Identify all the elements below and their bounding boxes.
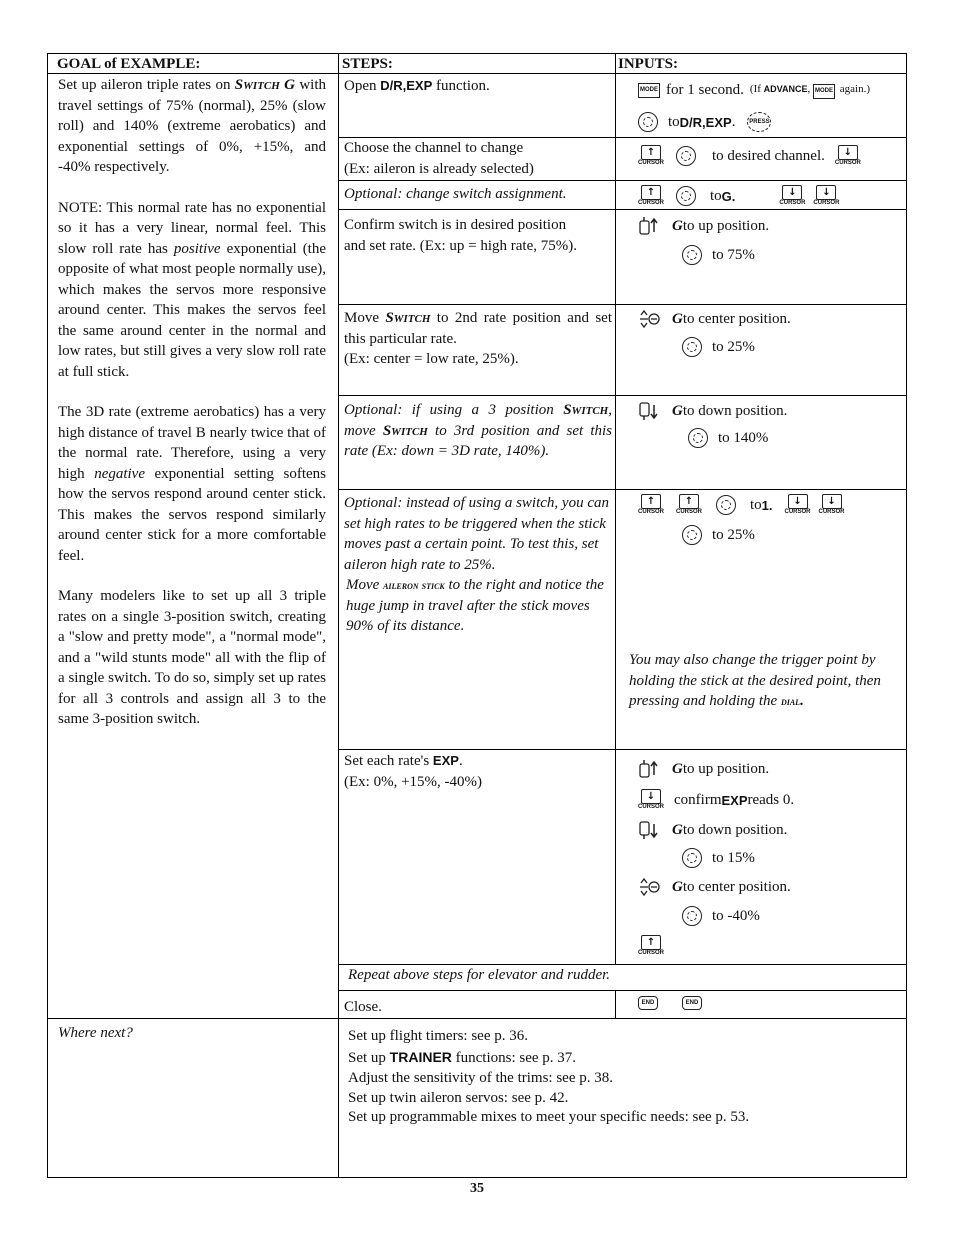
- step-confirm-switch: Confirm switch is in desired position and set rate. (Ex: up = high rate, 75%).: [344, 217, 577, 254]
- input-exp-center-row: G to center position.: [638, 877, 791, 897]
- row-divider: [338, 489, 906, 490]
- input-cursor-up-row: [638, 935, 668, 957]
- input-switch-center-row: G to center position.: [638, 309, 791, 329]
- modelers-paragraph: Many modelers like to set up all 3 triple rates on a single 3-position switch, creating a "slow and pretty mode", a "normal mode", and a "wild stunts mode" all with the flip of a single switch. To do so, simply set up rates for all 3 controls and assign all 3 to the same 3-position switch.: [58, 588, 326, 727]
- dial-icon: [638, 112, 658, 132]
- column-divider: [615, 990, 616, 1019]
- cursor-up-icon: ↑ CURSOR: [638, 936, 665, 956]
- dial-icon: [682, 848, 702, 868]
- input-switch-up-row: G to up position.: [638, 216, 769, 236]
- input-rate-25-row: to 25%: [682, 337, 755, 357]
- switch-center-icon: [638, 877, 660, 897]
- switch-down-icon: [638, 401, 660, 421]
- dial-icon: [682, 525, 702, 545]
- input-trigger-row: ↑ CURSOR ↑ CURSOR to 1. ↓ CURSOR ↓ CURSOR: [638, 495, 845, 515]
- input-rate-75-row: to 75%: [682, 245, 755, 265]
- goal-paragraph: Set up aileron triple rates on Switch G with travel settings of 75% (normal), 25% (slow roll) and 140% (extreme aerobatics) and exponential settings of 0%, +15%, and -40% respectively.: [58, 77, 326, 175]
- step-close: Close.: [344, 999, 382, 1015]
- next-item: Adjust the sensitivity of the trims: see p. 38.: [348, 1070, 613, 1086]
- input-close-row: [638, 996, 702, 1010]
- switch-down-icon: [638, 820, 660, 840]
- input-exp-m40-row: to -40%: [682, 906, 760, 926]
- input-rate-25b-row: to 25%: [682, 525, 755, 545]
- inputs-header: INPUTS:: [618, 56, 679, 72]
- input-switch-assign-row: ↑ CURSOR to G. ↓ CURSOR ↓ CURSOR: [638, 186, 840, 206]
- step-open-function: Open D/R,EXP function.: [344, 78, 490, 94]
- input-channel-row: ↑ CURSOR to desired channel. ↓ CURSOR: [638, 146, 861, 166]
- input-switch-down-row: G to down position.: [638, 401, 787, 421]
- goal-header: GOAL of EXAMPLE:: [57, 56, 201, 72]
- mode-key-icon: MODE: [813, 84, 835, 99]
- step-set-exp: Set each rate's EXP. (Ex: 0%, +15%, -40%): [344, 753, 483, 790]
- trigger-point-note: You may also change the trigger point by holding the stick at the desired point, then pressing and holding the dial.: [629, 652, 881, 709]
- step-repeat: Repeat above steps for elevator and rudder.: [348, 967, 611, 983]
- note-paragraph: NOTE: This normal rate has no exponential so it has a very linear, normal feel. This slow roll rate has positive exponential (the opposite of what most people normally use), which makes the servos more responsive around center. This makes the servos feel the same around center in the normal and low rates, but still gives a very slow roll rate at full stick.: [58, 199, 327, 380]
- cursor-down-icon: ↓ CURSOR: [834, 146, 861, 166]
- step-3-position: Optional: if using a 3 position Switch, move Switch to 3rd position and set this rate (Ex: down = 3D rate, 140%).: [344, 402, 613, 459]
- input-dial-row: to D/R,EXP . PRESS: [638, 112, 771, 132]
- step-switch-assignment: Optional: change switch assignment.: [344, 186, 567, 202]
- next-item: Set up programmable mixes to meet your specific needs: see p. 53.: [348, 1109, 750, 1125]
- row-divider: [338, 395, 906, 396]
- dial-icon: [676, 186, 696, 206]
- dial-icon: [716, 495, 736, 515]
- dial-icon: [688, 428, 708, 448]
- row-divider: [338, 180, 906, 181]
- row-divider: [48, 1018, 906, 1019]
- 3d-rate-paragraph: The 3D rate (extreme aerobatics) has a very high distance of travel B nearly twice that of the normal rate. Therefore, using a very high negative exponential setting softens how the servos respond around center stick. This makes the servos respond similarly around center stick for a more comfortable feel.: [58, 404, 327, 564]
- where-next-list: [348, 1026, 898, 1128]
- dial-icon: [682, 337, 702, 357]
- cursor-down-icon: ↓ CURSOR: [784, 495, 811, 515]
- advance-note: (If ADVANCE, MODE again.): [750, 83, 870, 99]
- row-divider: [338, 304, 906, 305]
- step-choose-channel: Choose the channel to change (Ex: aileron is already selected): [344, 140, 534, 177]
- switch-up-icon: [638, 759, 660, 779]
- cursor-up-icon: ↑ CURSOR: [638, 146, 665, 166]
- column-divider: [615, 54, 616, 964]
- cursor-down-icon: ↓ CURSOR: [779, 186, 806, 206]
- input-confirm-exp-row: ↓ CURSOR confirm EXP reads 0.: [638, 790, 795, 810]
- steps-header: STEPS:: [342, 56, 393, 72]
- input-mode-row: MODE for 1 second. (If ADVANCE, MODE again.): [640, 82, 870, 98]
- dial-icon: [682, 245, 702, 265]
- row-divider: [338, 990, 906, 991]
- step-move-switch: Move Switch to 2nd rate position and set this particular rate. (Ex: center = low rate, 25%).: [344, 310, 612, 367]
- cursor-up-icon: ↑ CURSOR: [638, 186, 665, 206]
- step-stick-trigger: Optional: instead of using a switch, you can set high rates to be triggered when the stick moves past a certain point. To test this, set aileron high rate to 25%. Move aileron stick to the right and notice the huge jump in travel after the stick moves 90% of its distance.: [344, 495, 609, 634]
- next-item: Set up TRAINER functions: see p. 37.: [348, 1048, 577, 1066]
- page-number: 35: [470, 1181, 484, 1196]
- press-dial-icon: PRESS: [747, 112, 771, 132]
- where-next-label: Where next?: [58, 1025, 133, 1041]
- dial-icon: [682, 906, 702, 926]
- next-item: Set up flight timers: see p. 36.: [348, 1028, 528, 1044]
- input-exp-up-row: G to up position.: [638, 759, 769, 779]
- goal-text: [58, 75, 326, 750]
- switch-center-icon: [638, 309, 660, 329]
- input-rate-140-row: to 140%: [688, 428, 768, 448]
- cursor-down-icon: ↓ CURSOR: [813, 186, 840, 206]
- cursor-down-icon: ↓ CURSOR: [638, 790, 665, 810]
- next-item: Set up twin aileron servos: see p. 42.: [348, 1089, 569, 1106]
- input-exp-down-row: G to down position.: [638, 820, 787, 840]
- cursor-down-icon: ↓ CURSOR: [818, 495, 845, 515]
- row-divider: [338, 209, 906, 210]
- input-exp-15-row: to 15%: [682, 848, 755, 868]
- column-divider: [338, 54, 339, 1177]
- switch-up-icon: [638, 216, 660, 236]
- cursor-up-icon: ↑ CURSOR: [676, 495, 703, 515]
- dial-icon: [676, 146, 696, 166]
- cursor-up-icon: ↑ CURSOR: [638, 495, 665, 515]
- instruction-table: [47, 53, 907, 1178]
- end-key-icon: END: [638, 996, 658, 1010]
- end-key-icon: END: [682, 996, 702, 1010]
- mode-key-icon: MODE: [638, 83, 660, 98]
